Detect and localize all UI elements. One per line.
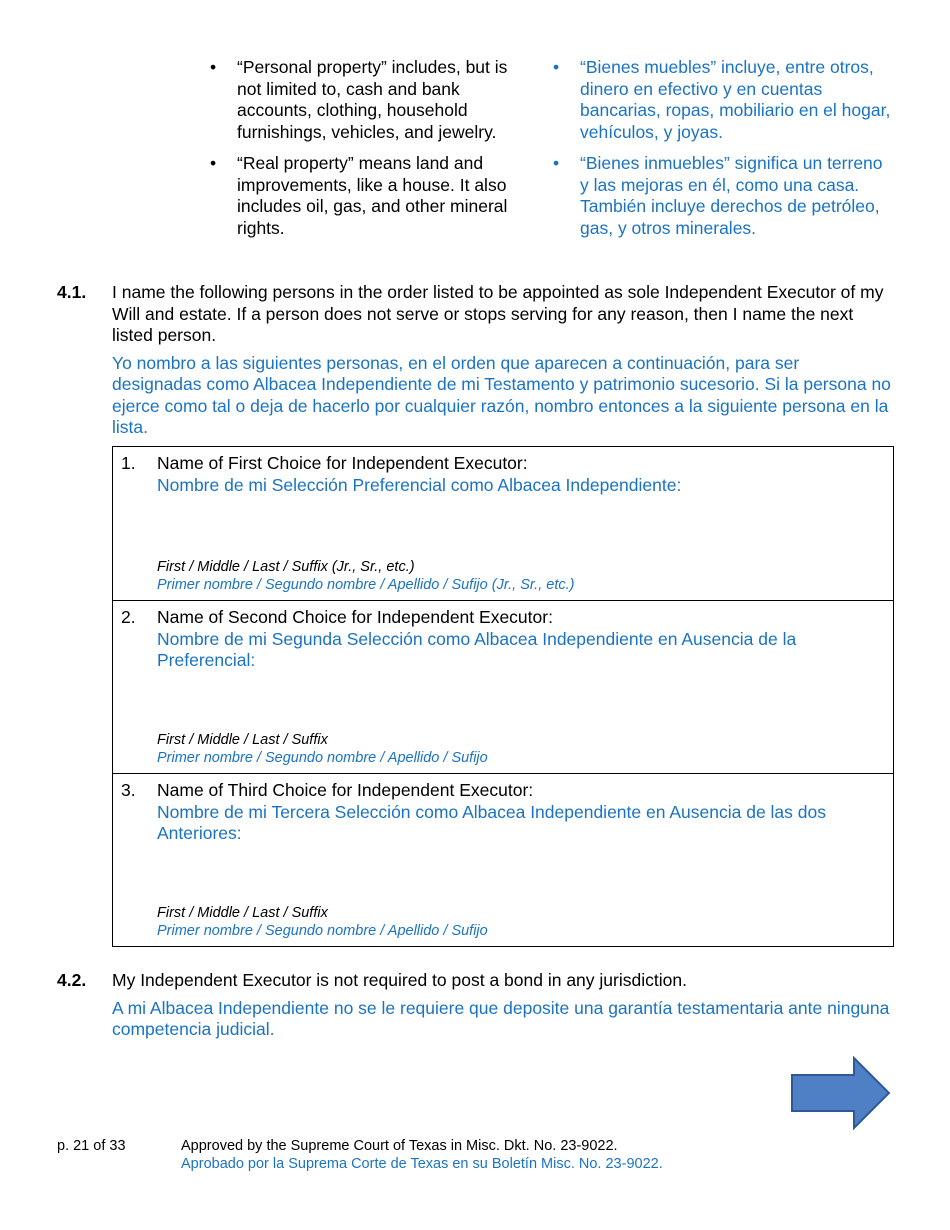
section-number: 4.1. xyxy=(57,282,87,302)
executor-row-first[interactable] xyxy=(113,447,893,600)
bullet-icon: • xyxy=(553,57,560,77)
approval-text-english: Approved by the Supreme Court of Texas in Misc. Dkt. No. 23-9022. xyxy=(181,1138,618,1154)
row-number: 1. xyxy=(121,453,136,473)
list-item xyxy=(553,57,893,143)
bullet-icon: • xyxy=(553,153,560,173)
section-text-english: My Independent Executor is not required to post a bond in any jurisdiction. xyxy=(112,970,687,990)
name-hint-spanish: Primer nombre / Segundo nombre / Apellido / Sufijo xyxy=(157,750,488,766)
bullet-text: “Bienes inmuebles” significa un terreno y las mejoras en él, como una casa. También incluye derechos de petróleo, gas, y otros minerales. xyxy=(580,153,883,238)
name-hint-english: First / Middle / Last / Suffix xyxy=(157,905,328,921)
bullet-text: “Real property” means land and improvements, like a house. It also includes oil, gas, and other mineral rights. xyxy=(237,153,508,238)
bullet-text: “Personal property” includes, but is not limited to, cash and bank accounts, clothing, household furnishings, vehicles, and jewelry. xyxy=(237,57,508,142)
bullet-text: “Bienes muebles” incluye, entre otros, dinero en efectivo y en cuentas bancarias, ropas, mobiliario en el hogar, vehículos, y joyas. xyxy=(580,57,891,142)
list-item xyxy=(210,57,510,143)
executor-label-spanish: Nombre de mi Selección Preferencial como Albacea Independiente: xyxy=(157,474,682,495)
list-item xyxy=(210,153,510,239)
name-hint-spanish: Primer nombre / Segundo nombre / Apellido / Sufijo (Jr., Sr., etc.) xyxy=(157,577,575,593)
row-number: 3. xyxy=(121,780,136,800)
name-hint-english: First / Middle / Last / Suffix (Jr., Sr., etc.) xyxy=(157,559,415,575)
section-4-2 xyxy=(57,970,893,1041)
row-number: 2. xyxy=(121,607,136,627)
executor-row-second[interactable] xyxy=(113,600,893,773)
executor-label-spanish: Nombre de mi Segunda Selección como Albacea Independiente en Ausencia de la Preferencial: xyxy=(157,628,797,670)
bullet-list-spanish xyxy=(553,57,893,249)
section-text-english: I name the following persons in the order listed to be appointed as sole Independent Executor of my Will and estate. If a person does not serve or stops serving for any reason, then I name the next listed person. xyxy=(112,282,884,345)
bullet-icon: • xyxy=(210,153,217,173)
executor-table xyxy=(112,446,894,947)
bullet-icon: • xyxy=(210,57,217,77)
list-item xyxy=(553,153,893,239)
page-number: p. 21 of 33 xyxy=(57,1138,126,1154)
section-text-spanish: Yo nombro a las siguientes personas, en el orden que aparecen a continuación, para ser designadas como Albacea Independiente de mi Testamento y patrimonio sucesorio. Si la persona no ejerce como tal o deja de hacerlo por cualquier razón, nombro entonces a la siguiente persona en la lista. xyxy=(112,352,891,437)
approval-notice xyxy=(181,1137,663,1173)
name-hint-spanish: Primer nombre / Segundo nombre / Apellido / Sufijo xyxy=(157,923,488,939)
right-arrow-icon[interactable] xyxy=(790,1056,892,1130)
approval-text-spanish: Aprobado por la Suprema Corte de Texas en su Boletín Misc. No. 23-9022. xyxy=(181,1156,663,1172)
name-hint-english: First / Middle / Last / Suffix xyxy=(157,732,328,748)
bullet-list-english xyxy=(210,57,510,249)
executor-label-english: Name of Third Choice for Independent Executor: xyxy=(157,780,534,800)
executor-label-english: Name of Second Choice for Independent Executor: xyxy=(157,607,553,627)
executor-label-english: Name of First Choice for Independent Executor: xyxy=(157,453,528,473)
section-4-1 xyxy=(57,282,893,439)
section-number: 4.2. xyxy=(57,970,87,990)
section-text-spanish: A mi Albacea Independiente no se le requiere que deposite una garantía testamentaria ante ninguna competencia judicial. xyxy=(112,997,890,1039)
executor-row-third[interactable] xyxy=(113,773,893,946)
executor-label-spanish: Nombre de mi Tercera Selección como Albacea Independiente en Ausencia de las dos Anteriores: xyxy=(157,801,826,843)
